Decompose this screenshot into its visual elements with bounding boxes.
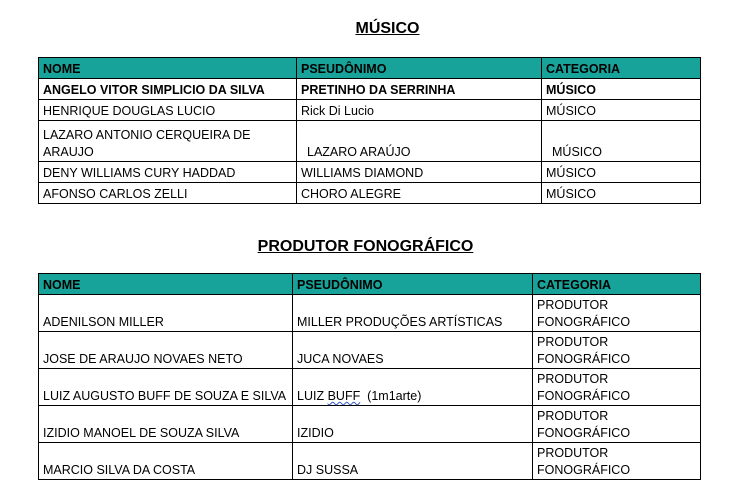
table-row [39, 121, 701, 162]
section-title-produtor: PRODUTOR FONOGRÁFICO [257, 238, 474, 255]
cell-categoria: MÚSICO [542, 100, 701, 121]
header-pseudonimo: PSEUDÔNIMO [293, 274, 533, 295]
table-row [39, 100, 701, 121]
cell-categoria-line: FONOGRÁFICO [537, 352, 631, 366]
cell-categoria [533, 443, 701, 480]
header-pseudonimo: PSEUDÔNIMO [297, 58, 542, 79]
cell-pseudonimo: PRETINHO DA SERRINHA [297, 79, 542, 100]
cell-categoria [533, 295, 701, 332]
pseudonimo-part: LUIZ [297, 389, 325, 403]
header-nome: NOME [39, 58, 297, 79]
produtor-table [38, 273, 701, 480]
cell-categoria-line: PRODUTOR [537, 335, 609, 349]
cell-categoria-line: PRODUTOR [537, 372, 609, 386]
cell-pseudonimo: LAZARO ARAÚJO [297, 121, 542, 162]
section-title-musico: MÚSICO [355, 20, 420, 37]
cell-pseudonimo: DJ SUSSA [293, 443, 533, 480]
cell-categoria-line: PRODUTOR [537, 446, 609, 460]
cell-categoria-line: FONOGRÁFICO [537, 389, 631, 403]
table-row [39, 443, 701, 480]
table-row [39, 79, 701, 100]
cell-nome: ANGELO VITOR SIMPLICIO DA SILVA [39, 79, 297, 100]
cell-categoria [533, 369, 701, 406]
table-row [39, 406, 701, 443]
cell-categoria-line: PRODUTOR [537, 298, 609, 312]
cell-nome [39, 121, 297, 162]
cell-nome: HENRIQUE DOUGLAS LUCIO [39, 100, 297, 121]
cell-categoria [533, 406, 701, 443]
header-nome: NOME [39, 274, 293, 295]
cell-categoria: MÚSICO [542, 79, 701, 100]
cell-categoria: MÚSICO [542, 183, 701, 204]
cell-categoria: MÚSICO [542, 121, 701, 162]
cell-pseudonimo: Rick Di Lucio [297, 100, 542, 121]
cell-categoria-line: FONOGRÁFICO [537, 463, 631, 477]
table-header-row [39, 58, 701, 79]
musico-table [38, 57, 701, 204]
cell-categoria-line: FONOGRÁFICO [537, 315, 631, 329]
cell-pseudonimo: JUCA NOVAES [293, 332, 533, 369]
cell-pseudonimo [293, 369, 533, 406]
cell-nome: ADENILSON MILLER [39, 295, 293, 332]
cell-nome: LUIZ AUGUSTO BUFF DE SOUZA E SILVA [39, 369, 293, 406]
pseudonimo-part: (1m1arte) [367, 389, 422, 403]
cell-nome: MARCIO SILVA DA COSTA [39, 443, 293, 480]
cell-categoria-line: FONOGRÁFICO [537, 426, 631, 440]
cell-nome-line: ARAUJO [43, 145, 94, 159]
header-categoria: CATEGORIA [542, 58, 701, 79]
cell-nome-line: LAZARO ANTONIO CERQUEIRA DE [43, 128, 251, 142]
table-row [39, 332, 701, 369]
cell-pseudonimo: MILLER PRODUÇÕES ARTÍSTICAS [293, 295, 533, 332]
table-row [39, 183, 701, 204]
cell-categoria-line: PRODUTOR [537, 409, 609, 423]
cell-nome: DENY WILLIAMS CURY HADDAD [39, 162, 297, 183]
cell-categoria: MÚSICO [542, 162, 701, 183]
cell-pseudonimo: CHORO ALEGRE [297, 183, 542, 204]
table-row [39, 295, 701, 332]
header-categoria: CATEGORIA [533, 274, 701, 295]
table-row [39, 369, 701, 406]
cell-categoria [533, 332, 701, 369]
table-row [39, 162, 701, 183]
cell-nome: IZIDIO MANOEL DE SOUZA SILVA [39, 406, 293, 443]
cell-nome: AFONSO CARLOS ZELLI [39, 183, 297, 204]
table-header-row [39, 274, 701, 295]
pseudonimo-part-misspelled: BUFF [327, 389, 361, 403]
cell-pseudonimo: IZIDIO [293, 406, 533, 443]
cell-nome: JOSE DE ARAUJO NOVAES NETO [39, 332, 293, 369]
cell-pseudonimo: WILLIAMS DIAMOND [297, 162, 542, 183]
